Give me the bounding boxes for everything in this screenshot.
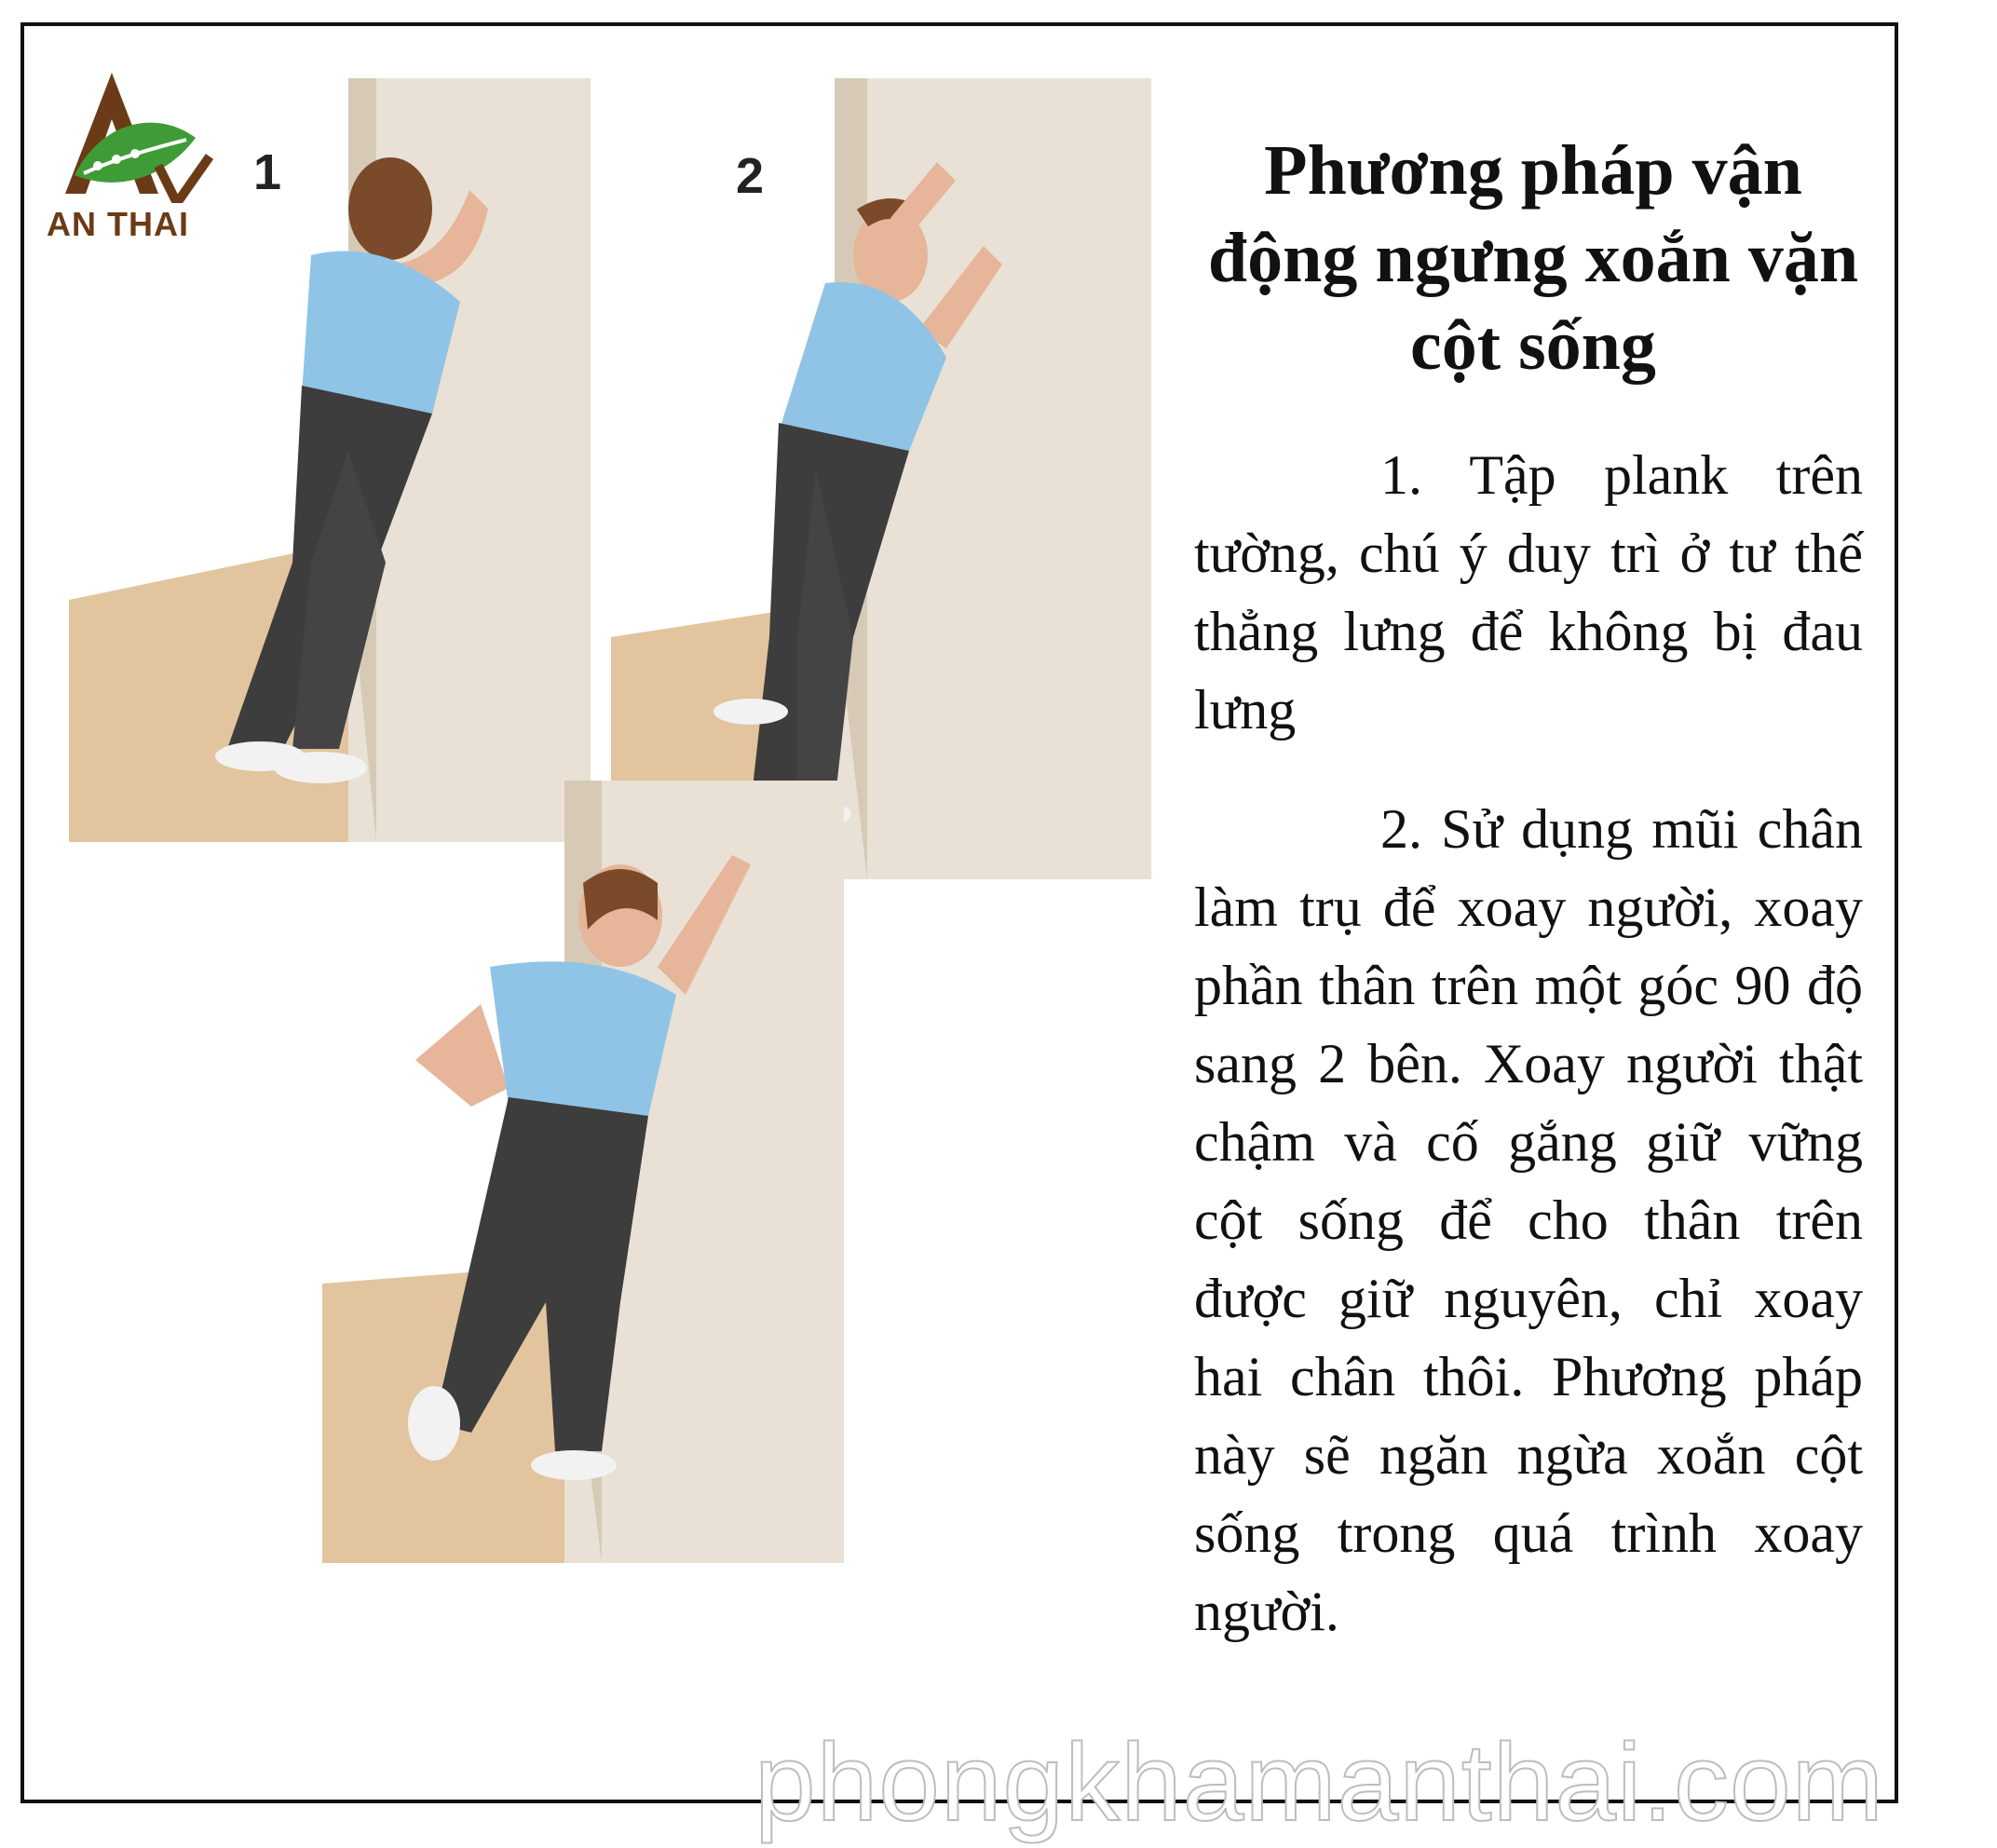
step-number-1: 1 <box>253 144 282 200</box>
exercise-illustration-3 <box>322 781 844 1563</box>
paragraph-2: 2. Sử dụng mũi chân làm trụ để xoay người, xoay phần thân trên một góc 90 độ sang 2 bên. Xoay người thật chậm và cố gắng giữ vững cột sống để cho thân trên được giữ nguyên, chỉ xoay hai chân thôi. Phương pháp này sẽ ngăn ngừa xoắn cột sống trong quá trình xoay người. <box>1194 798 1863 1642</box>
paragraph-1: 1. Tập plank trên tường, chú ý duy trì ở tư thế thẳng lưng để không bị đau lưng <box>1194 444 1863 741</box>
exercise-illustration-1 <box>69 78 591 842</box>
step-number-2: 2 <box>736 148 765 204</box>
page-title: Phương pháp vận động ngưng xoắn vặn cột sống <box>1207 131 1859 385</box>
page-frame <box>20 22 1898 1803</box>
logo-text: AN THAI <box>47 205 189 243</box>
exercise-illustration-2 <box>611 78 1151 879</box>
watermark: phongkhamanthai.com <box>754 1721 1884 1844</box>
